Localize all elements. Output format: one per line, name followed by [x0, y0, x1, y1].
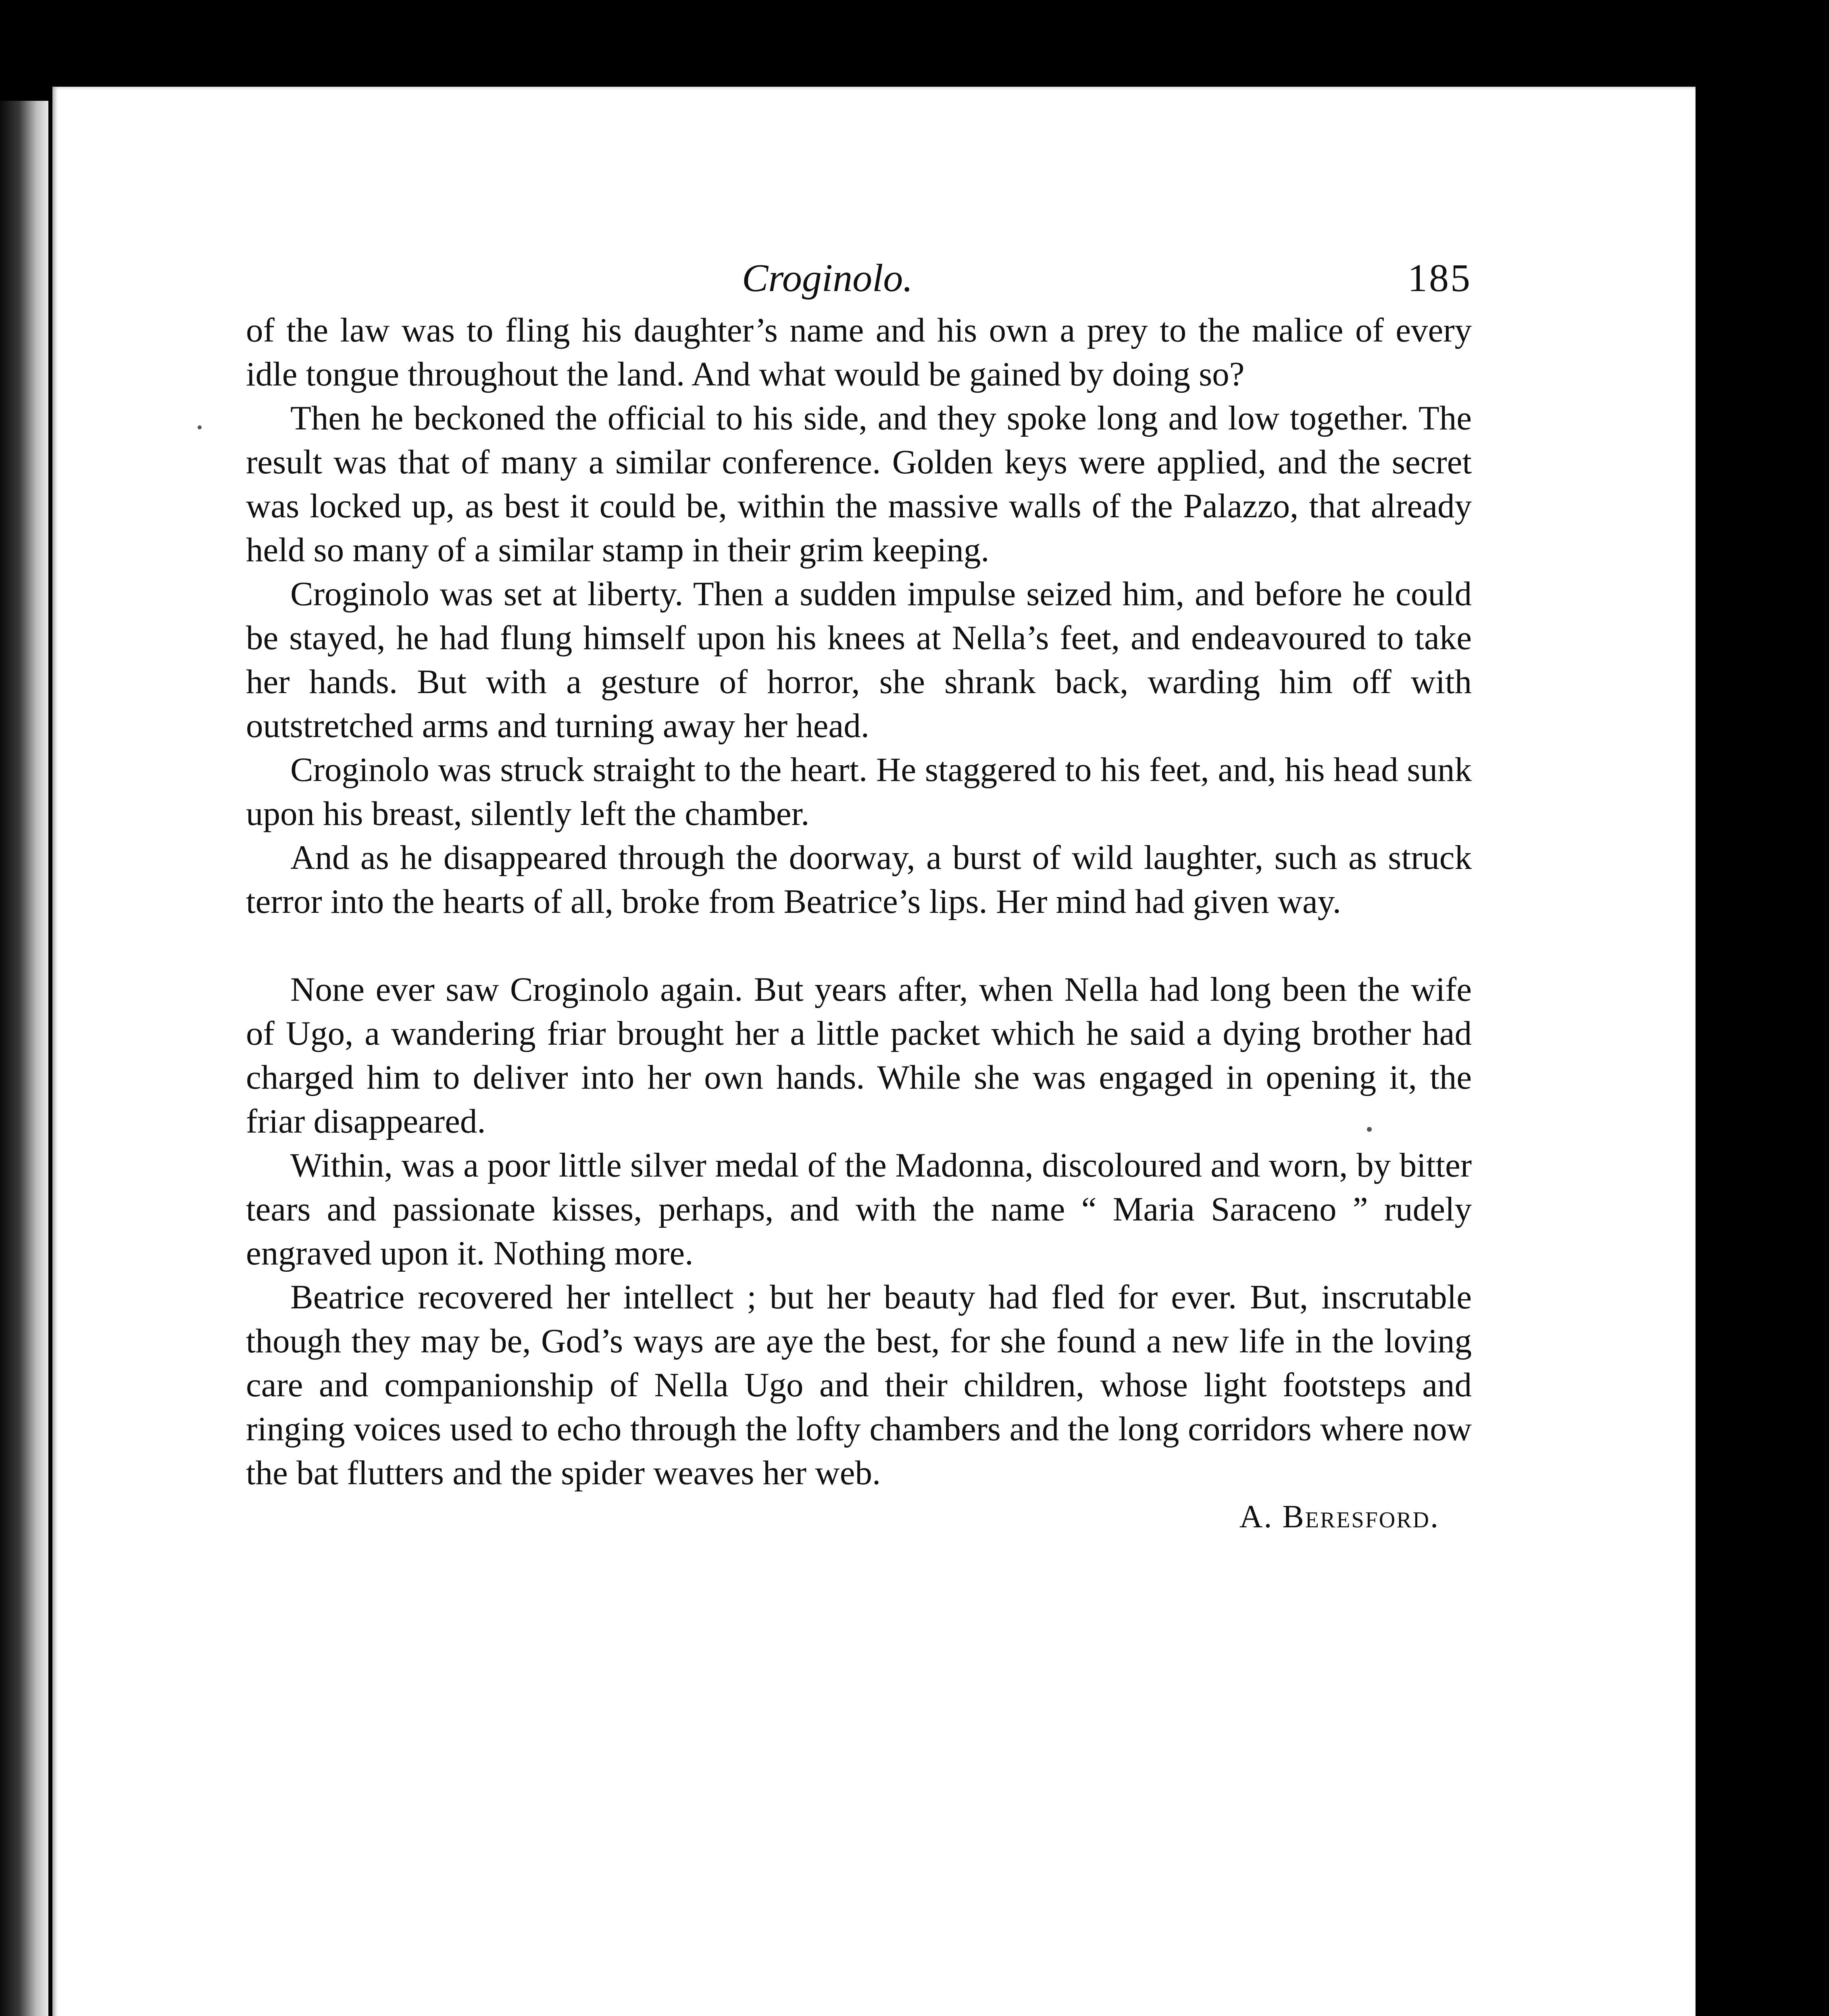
paper-speck: [1367, 1127, 1372, 1132]
book-page: [52, 87, 1696, 2016]
paragraph-5: And as he disappeared through the doorway, a burst of wild laughter, such as struck terror into the hearts of all, broke from Beatrice’s lips. Her mind had given way.: [246, 839, 1472, 921]
body-text: [246, 308, 1472, 1539]
paragraph-2: Then he beckoned the official to his side, and they spoke long and low together. The result was that of many a similar conference. Golden keys were applied, and the secret was locked up, as best it could be, within the massive walls of the Palazzo, that already held so many of a similar stamp in their grim keeping.: [246, 399, 1472, 569]
book-spine-edge: [0, 101, 48, 2016]
paragraph-1: of the law was to fling his daughter’s name and his own a prey to the malice of every idle tongue throughout the land. And what would be gained by doing so?: [246, 311, 1472, 393]
section-break: [246, 924, 1472, 968]
paragraph-6: None ever saw Croginolo again. But years after, when Nella had long been the wife of Ugo, a wandering friar brought her a little packet which he said a dying brother had charged him to deliver into her own hands. While she was engaged in opening it, the friar disappeared.: [246, 971, 1472, 1140]
paper-speck: [198, 425, 202, 429]
paragraph-4: Croginolo was struck straight to the heart. He staggered to his feet, and, his head sunk upon his breast, silently left the chamber.: [246, 751, 1472, 833]
text-block: [246, 248, 1472, 1539]
running-head: [246, 248, 1472, 308]
paragraph-3: Croginolo was set at liberty. Then a sudden impulse seized him, and before he could be stayed, he had flung himself upon his knees at Nella’s feet, and endeavoured to take her hands. But with a gesture of horror, she shrank back, warding him off with outstretched arms and turning away her head.: [246, 575, 1472, 745]
paragraph-7: Within, was a poor little silver medal of the Madonna, discoloured and worn, by bitter tears and passionate kisses, perhaps, and with the name “ Maria Saraceno ” rudely engraved upon it. Nothing more.: [246, 1146, 1472, 1272]
author-signature: A. Beresford.: [1239, 1499, 1439, 1535]
page-number: 185: [1408, 256, 1472, 300]
running-title: Croginolo.: [742, 256, 913, 300]
paragraph-8: Beatrice recovered her intellect ; but her beauty had fled for ever. But, inscrutable though they may be, God’s ways are aye the best, for she found a new life in the loving care and companionship of Nella Ugo and their children, whose light footsteps and ringing voices used to echo through the lofty chambers and the long corridors where now the bat flutters and the spider weaves her web.: [246, 1278, 1472, 1492]
